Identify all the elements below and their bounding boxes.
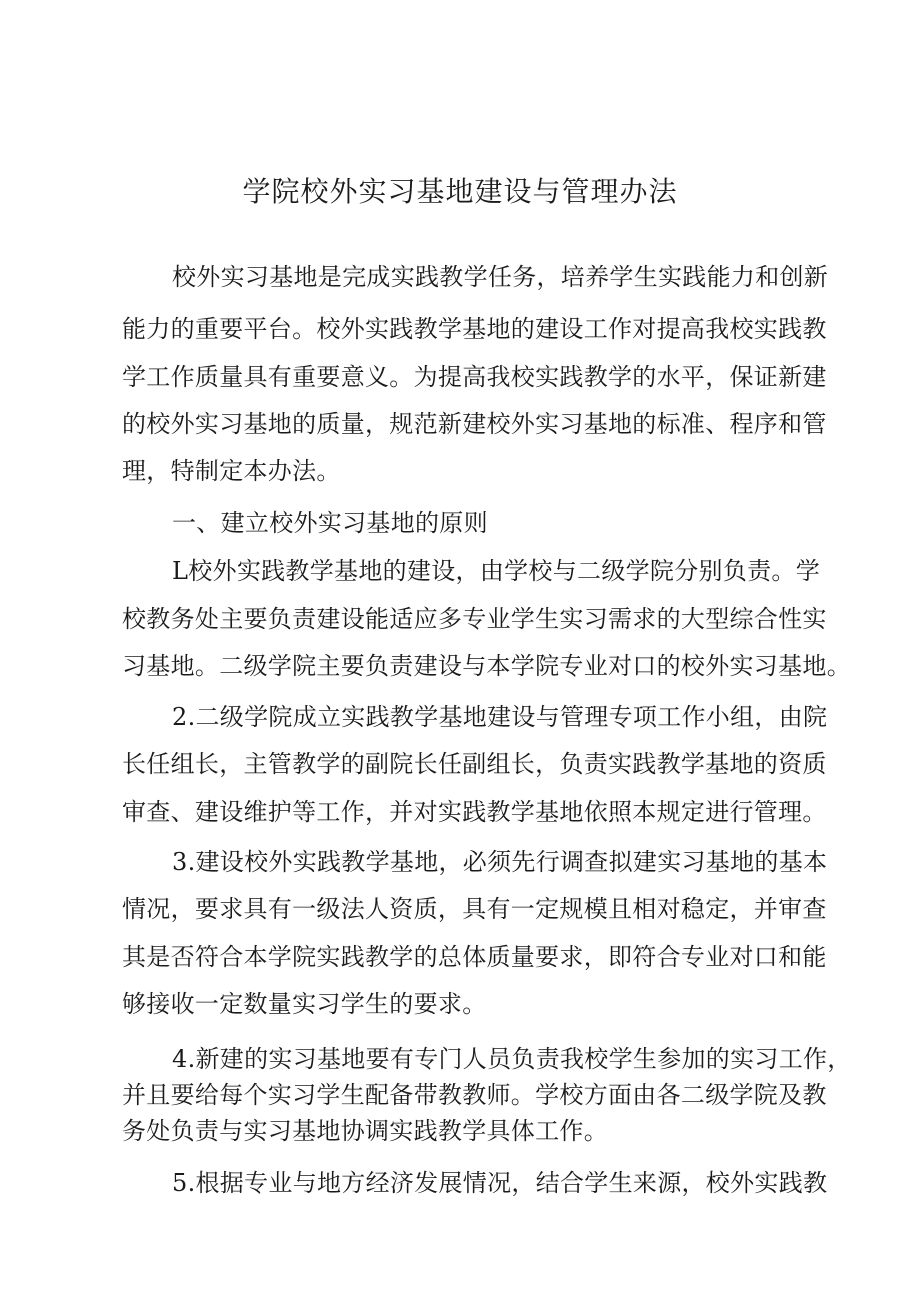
paragraph-line: 学工作质量具有重要意义。为提高我校实践教学的水平，保证新建 — [122, 363, 827, 391]
paragraph-line: 审查、建设维护等工作，并对实践教学基地依照本规定进行管理。 — [122, 798, 827, 826]
paragraph-line: 校外实习基地是完成实践教学任务，培养学生实践能力和创新 — [172, 263, 829, 291]
paragraph-line: 理，特制定本办法。 — [122, 457, 341, 485]
paragraph-line: L校外实践教学基地的建设，由学校与二级学院分别负责。学 — [172, 557, 821, 585]
paragraph-line: 3.建设校外实践教学基地，必须先行调查拟建实习基地的基本 — [172, 848, 828, 876]
paragraph-line: 够接收一定数量实习学生的要求。 — [122, 990, 487, 1018]
paragraph-line: 5.根据专业与地方经济发展情况，结合学生来源，校外实践教 — [172, 1169, 828, 1197]
paragraph-line: 能力的重要平台。校外实践教学基地的建设工作对提高我校实践教 — [122, 315, 827, 343]
paragraph-line: 长任组长，主管教学的副院长任副组长，负责实践教学基地的资质 — [122, 750, 827, 778]
section-heading: 一、建立校外实习基地的原则 — [172, 509, 488, 537]
paragraph-line: 情况，要求具有一级法人资质，具有一定规模且相对稳定，并审查 — [122, 895, 827, 923]
paragraph-line: 习基地。二级学院主要负责建设与本学院专业对口的校外实习基地。 — [122, 652, 851, 680]
paragraph-line: 的校外实习基地的质量，规范新建校外实习基地的标准、程序和管 — [122, 410, 827, 438]
document-title: 学院校外实习基地建设与管理办法 — [242, 175, 678, 208]
paragraph-line: 其是否符合本学院实践教学的总体质量要求，即符合专业对口和能 — [122, 943, 827, 971]
paragraph-line: 4.新建的实习基地要有专门人员负责我校学生参加的实习工作， — [172, 1045, 852, 1073]
paragraph-line: 并且要给每个实习学生配备带教教师。学校方面由各二级学院及教 — [122, 1081, 827, 1109]
paragraph-line: 校教务处主要负责建设能适应多专业学生实习需求的大型综合性实 — [122, 605, 827, 633]
paragraph-line: 务处负责与实习基地协调实践教学具体工作。 — [122, 1117, 608, 1145]
paragraph-line: 2.二级学院成立实践教学基地建设与管理专项工作小组，由院 — [172, 703, 828, 731]
